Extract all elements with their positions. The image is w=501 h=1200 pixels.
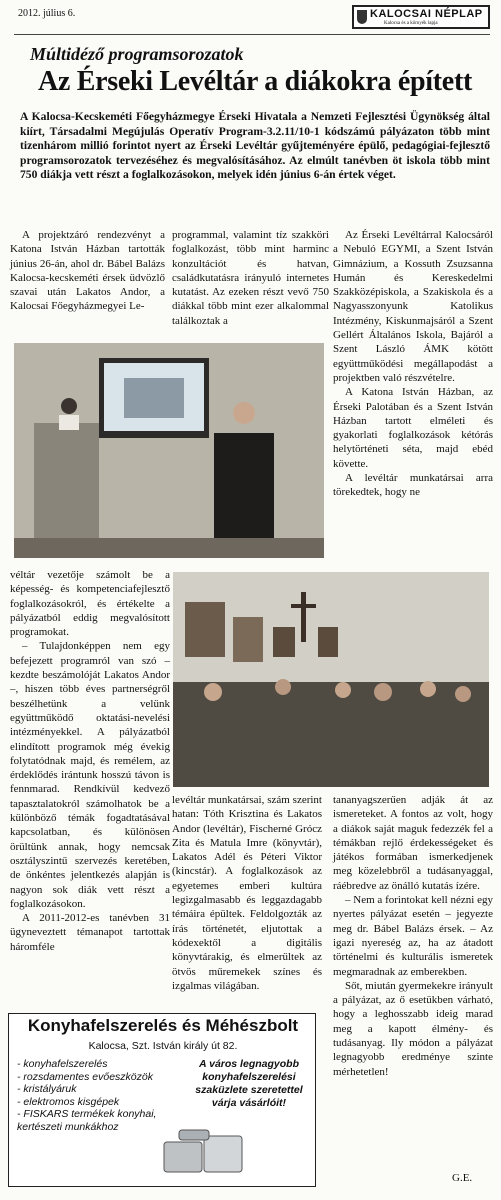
column-1-mid (10, 568, 170, 954)
ad-item: - rozsdamentes evőeszközök (17, 1070, 153, 1083)
cookware-icon (159, 1122, 249, 1180)
ad-item: - FISKARS termékek konyhai, (17, 1108, 157, 1120)
ad-title: Konyhafelszerelés és Méhészbolt (27, 1016, 299, 1035)
ad-item: kertészeti munkákhoz (17, 1120, 119, 1133)
photo-speaker-image (14, 343, 324, 558)
column-3-bottom (333, 793, 493, 1079)
column-1-top (10, 228, 165, 314)
masthead-subtitle: Kalocsa és a környék lapja (384, 21, 438, 26)
ad-address: Kalocsa, Szt. István király út 82. (88, 1040, 238, 1052)
header-rule (14, 34, 490, 35)
headline: Az Érseki Levéltár a diákokra épített (38, 66, 472, 97)
column-2-bottom (172, 793, 322, 993)
ad-item: - konyhafelszerelés (17, 1058, 108, 1070)
photo-speaker (14, 343, 324, 558)
advertisement (8, 1013, 316, 1187)
body-paragraph: véltár vezetője számolt be a képesség- és kompetenciafejlesztő foglalkozásokról, és értékelte a pályázatból eddig megvalósított programokat. (10, 569, 170, 639)
ad-slogan: A város legnagyobb konyhafelszerelési szaküzlete szeretettel várja vásárlóit! (195, 1058, 303, 1109)
body-paragraph: programmal, valamint tíz szakköri foglalkozást, több mint harminc konzultációt és hatvan, családkutatásra irányuló internetes kutatást. Az ezeken részt vevő 750 diákkal több mint ezer alkalommal találkoztak a (172, 229, 329, 327)
body-paragraph: A Katona István Házban, az Érseki Palotában és a Szent István Házban tartott elméleti és gyakorlati foglalkozások kétórás helytörténeti séta, majd ebéd követte. (333, 386, 493, 470)
photo-audience-image (173, 572, 489, 787)
body-paragraph: A 2011-2012-es tanévben 31 ügyneveztett témanapot tartottak háromféle (10, 912, 170, 953)
issue-date: 2012. július 6. (18, 8, 76, 19)
ad-item: - elektromos kisgépek (17, 1095, 120, 1108)
body-paragraph: Az Érseki Levéltárral Kalocsáról a Nebuló EGYMI, a Szent István Gimnázium, a Kossuth Zsuzsanna Humán és Kereskedelmi Szakközépiskola, a Szakiskola és a Nagyasszonyunk Katolikus Intézmény, Kiskunmajsáról a Szent Gellért Általános Iskola, Bajáról a Szent László ÁMK kötött együttműködési megállapodást a projektben való részvételre. (333, 229, 493, 384)
author-signature: G.E. (452, 1172, 473, 1184)
body-paragraph: levéltár munkatársai, szám szerint hatan: Tóth Krisztina és Lakatos Andor (levéltár), Fischerné Grócz Zita és Matula Imre (könyvtár), Lakatos Adél és Péteri Viktor (kincstár). A foglalkozások az egyetemes emberi kultúra legizgalmasabb és leggazdagabb témáira épültek. Feldolgozták az írás történetét, eljutottak a kódexektől a digitális könyvtárakig, és elmerültek az ötvös műremekek színes és izgalmas világában. (172, 794, 322, 992)
column-2-top (172, 228, 329, 328)
column-3-top (333, 228, 493, 500)
ad-item: - kristályáruk (17, 1083, 77, 1095)
kicker: Múltidéző programsorozatok (30, 44, 244, 64)
body-paragraph: A levéltár munkatársai arra törekedtek, hogy ne (333, 472, 493, 499)
masthead-logo (352, 5, 490, 29)
masthead-title: KALOCSAI NÉPLAP (370, 8, 483, 20)
lead-paragraph: A Kalocsa-Kecskeméti Főegyházmegye Érseki Hivatala a Nemzeti Fejlesztési Ügynökség által kiírt, Társadalmi Megújulás Operatív Program-3.2.11/10-1 kódszámú pályázaton több mint tizenhárom millió forintot nyert az Érseki Levéltár gyűjteményére épülő, pedagógiai-fejlesztő programsorozatok tervezéséhez és megvalósításához. Az elmúlt tanévben öt iskola több mint 750 diákja vett részt a foglalkozásokon, melyek idén június 6-án értek véget. (20, 110, 490, 181)
photo-audience (173, 572, 489, 787)
ad-item-list (17, 1058, 156, 1133)
crest-icon (357, 10, 367, 24)
body-paragraph: – Nem a forintokat kell nézni egy nyertes pályázat esetén – jegyezte meg dr. Bábel Balázs érsek. – Az igazi nyereség az, ha az átadott történelmi és kulturális ismeretek megmaradnak az emberekben. (333, 894, 493, 978)
body-paragraph: tananyagszerűen adják át az ismereteket. A fontos az volt, hogy a diákok saját maguk fedezzék fel a témákban rejlő érdekességeket és játékos formában ismerkedjenek meg közelebbről a tudásanyaggal, ráébredve az önálló kutatás ízére. (333, 794, 493, 892)
body-paragraph: Sőt, miután gyermekekre irányult a pályázat, az ő esetükben várható, hogy a leghosszabb ideig marad meg a kapott élmény- és tudásanyag. Ily módon a pályázat legnagyobb eredménye szinte mérhetetlen! (333, 979, 493, 1078)
body-paragraph: A projektzáró rendezvényt a Katona István Házban tartották június 26-án, ahol dr. Bábel Balázs Kalocsa-kecskeméti érsek üdvözlő szavai után Lakatos Andor, a Kalocsai Főegyházmegyei Le- (10, 229, 165, 313)
body-paragraph: – Tulajdonképpen nem egy befejezett programról van szó – kezdte beszámolóját Lakatos Andor –, hiszen több éves partnerségről beszélhetünk a velünk együttműködő oktatási-nevelési intézményekkel. A pályázatból elindított programok még évekig folytatódnak majd, és remélem, az érdeklődés irántunk hosszú távon is fennmarad. Rendkívül kedvező tapasztalatokról számolhatok be a különböző témák fogadtatásával kapcsolatban, és különösen örültünk annak, hogy nemcsak osztályszintű szervezés keretében, de önkéntes jelentkezés alapján is nagyon sok diák vett részt a foglalkozásokon. (10, 640, 170, 910)
